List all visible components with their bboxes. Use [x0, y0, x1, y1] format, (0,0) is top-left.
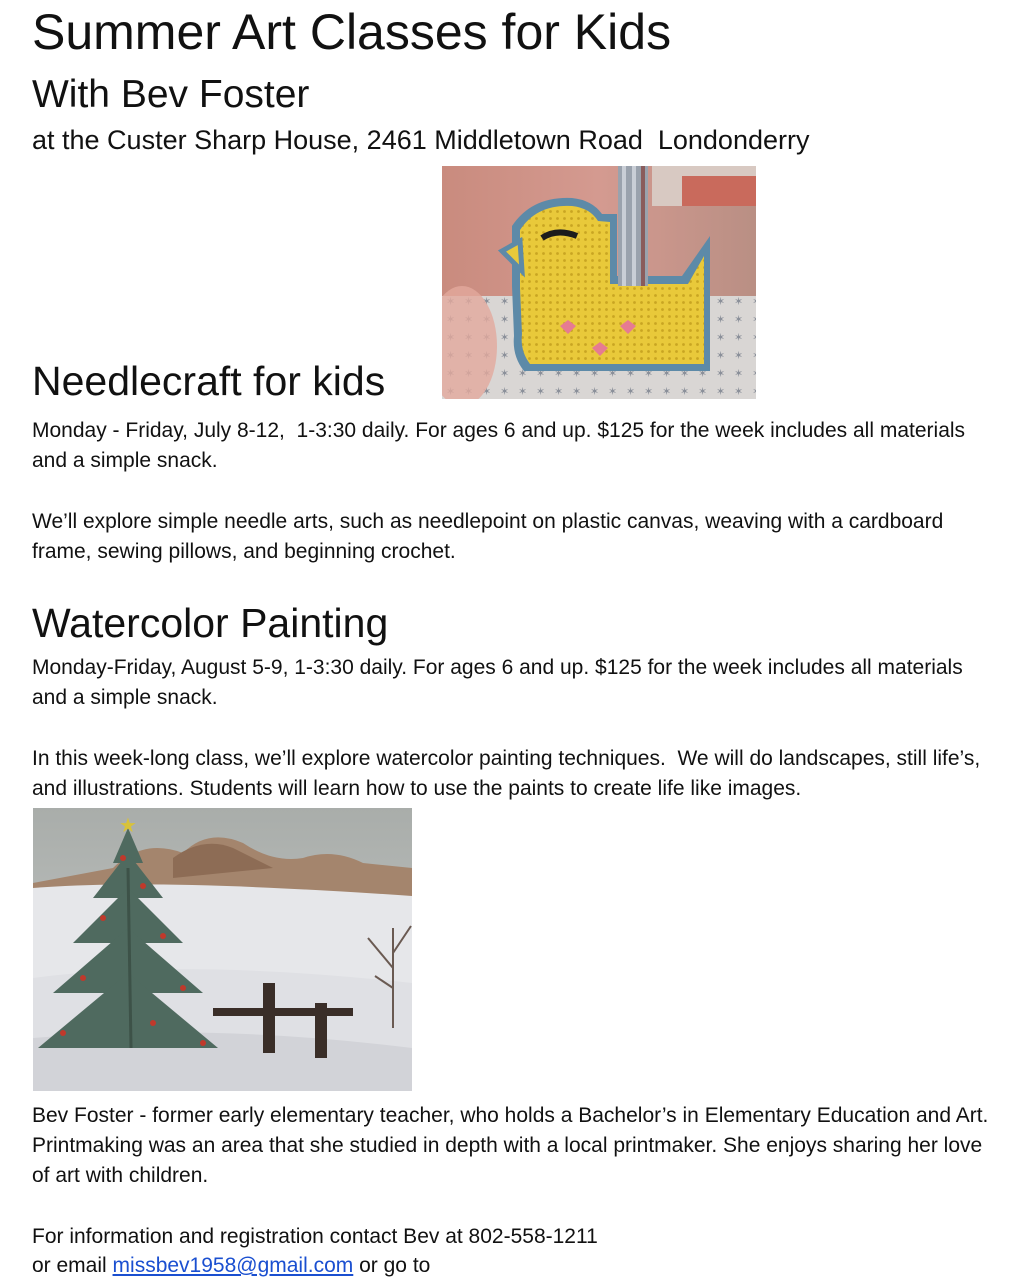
watercolor-schedule: Monday-Friday, August 5-9, 1-3:30 daily. For ages 6 and up. $125 for the week includes all materials and a simple snack. [32, 656, 969, 709]
contact-phone-line: For information and registration contact Bev at 802-558-1211 [32, 1225, 598, 1248]
watercolor-tree-painting [33, 808, 412, 1091]
location-line: at the Custer Sharp House, 2461 Middletown Road Londonderry [32, 125, 810, 155]
svg-text:★: ★ [119, 813, 137, 837]
needlecraft-duck-photo [442, 166, 756, 399]
instructor-bio: Bev Foster - former early elementary teacher, who holds a Bachelor’s in Elementary Education and Art. Printmaking was an area that she studied in depth with a local printmaker. She enjoys sharing her love of art with children. [32, 1104, 1001, 1187]
needlecraft-description: We’ll explore simple needle arts, such as needlepoint on plastic canvas, weaving with a cardboard frame, sewing pillows, and beginning crochet. [32, 510, 950, 563]
page-subtitle: With Bev Foster [32, 73, 310, 116]
page-title: Summer Art Classes for Kids [32, 4, 672, 60]
contact-email-prefix: or email [32, 1254, 113, 1277]
contact-email-suffix: or go to [353, 1254, 431, 1277]
email-link[interactable]: missbev1958@gmail.com [112, 1254, 354, 1277]
needlecraft-heading: Needlecraft for kids [32, 358, 386, 404]
contact-email-line [32, 1251, 430, 1281]
needlecraft-schedule: Monday - Friday, July 8-12, 1-3:30 daily. For ages 6 and up. $125 for the week includes all materials and a simple snack. [32, 419, 971, 472]
watercolor-description: In this week-long class, we’ll explore watercolor painting techniques. We will do landscapes, still life’s, and illustrations. Students will learn how to use the paints to create life like images. [32, 747, 987, 800]
watercolor-heading: Watercolor Painting [32, 600, 389, 646]
